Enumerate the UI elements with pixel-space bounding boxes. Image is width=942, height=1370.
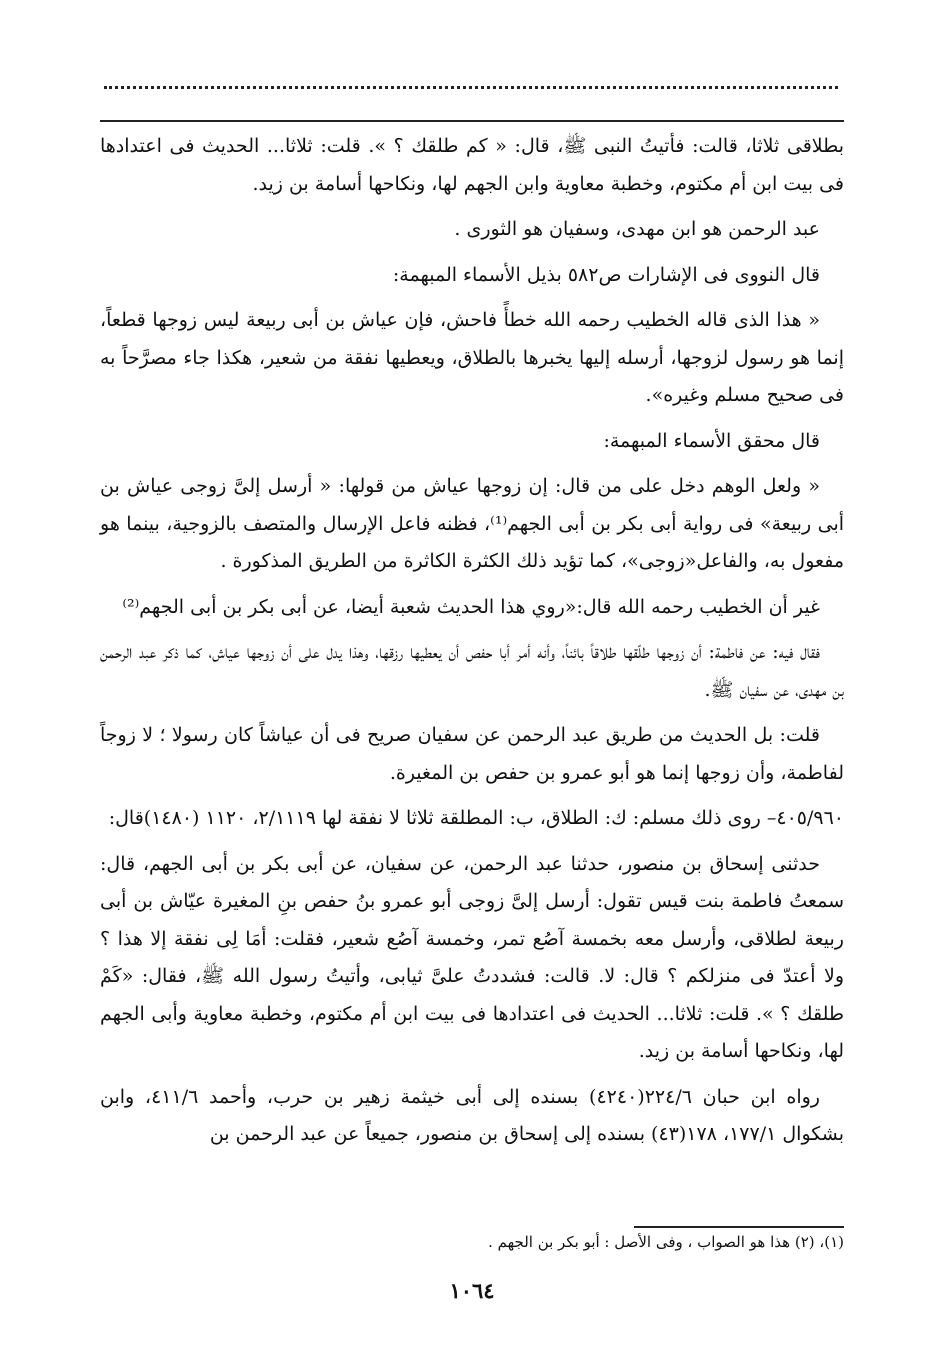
header-dotted-line bbox=[104, 86, 838, 95]
hadith-heading: ٤٠٥/٩٦٠– روى ذلك مسلم: ك: الطلاق، ب: المطلقة ثلاثا لا نفقة لها ٢/١١١٩، ١١٢٠ (١٤٨٠)قال: bbox=[108, 807, 844, 829]
page-number: ١٠٦٤ bbox=[449, 1278, 495, 1303]
footnote: (١)، (٢) هذا هو الصواب ، وفى الأصل : أبو بكر بن الجهم . bbox=[488, 1233, 844, 1251]
paragraph: بطلاقى ثلاثا، قالت: فأتيتُ النبى ﷺ، قال: « كم طلقك ؟ ». قلت: ثلاثا... الحديث فى اعتدادها فى بيت ابن أم مكتوم، وخطبة معاوية وابن الجهم لها، ونكاحها أسامة بن زيد. bbox=[100, 135, 844, 195]
paragraph: فقال فيه: عن فاطمة: أن زوجها طلّقها طلاقاً بائناً، وأنه أمر أبا حفص أن يعطيها رزقها، وهذا يدل على أن زوجها عياش، كما ذكر عبد الرحمن بن مهدى، عن سفيان ﷺ. bbox=[100, 641, 844, 701]
paragraph: رواه ابن حبان ٢٢٤/٦(٤٢٤٠) بسنده إلى أبى خيثمة زهير بن حرب، وأحمد ٤١١/٦، وابن بشكوال ١٧٧/١، ١٧٨(٤٣) بسنده إلى إسحاق بن منصور، جميعاً عن عبد الرحمن بن bbox=[100, 1085, 844, 1145]
paragraph: غير أن الخطيب رحمه الله قال:«روي هذا الحديث شعبة أيضا، عن أبى بكر بن أبى الجهم⁽²⁾ bbox=[122, 595, 820, 618]
footnote-rule bbox=[634, 1226, 844, 1228]
paragraph: عبد الرحمن هو ابن مهدى، وسفيان هو الثورى . bbox=[454, 218, 820, 240]
paragraph: حدثنى إسحاق بن منصور، حدثنا عبد الرحمن، عن سفيان، عن أبى بكر بن أبى الجهم، قال: سمعتُ فاطمة بنت قيس تقول: أرسل إلىَّ زوجى أبو عمرو بنُ حفص بنِ المغيرة عيّاش بن أبى ربيعة لطلاقى، وأرسل معه بخمسة آصُع تمر، وخمسة آصُع شعير، فقلت: أمَا لِى نفقة إلا هذا ؟ ولا أعتدّ فى منزلكم ؟ قال: لا. قالت: فشددتُ علىَّ ثيابى، وأتيتُ رسول الله ﷺ، فقال: «كَمْ طلقك ؟ ». قلت: ثلاثا... الحديث فى اعتدادها فى بيت ابن أم مكتوم، وخطبة معاوية وأبى الجهم لها، ونكاحها أسامة بن زيد. bbox=[100, 852, 844, 1062]
paragraph: قلت: بل الحديث من طريق عبد الرحمن عن سفيان صريح فى أن عياشاً كان رسولا ؛ لا زوجاً لفاطمة، وأن زوجها إنما هو أبو عمرو بن حفص بن المغيرة. bbox=[100, 724, 844, 784]
paragraph: « ولعل الوهم دخل على من قال: إن زوجها عياش من قولها: « أرسل إلىَّ زوجى عياش بن أبى ربيعة» فى رواية أبى بكر بن أبى الجهم⁽¹⁾، فظنه فاعل الإرسال والمتصف بالزوجية، بينما هو مفعول به، والفاعل«زوجى»، كما تؤيد ذلك الكثرة الكاثرة من الطريق المذكورة . bbox=[100, 475, 845, 572]
paragraph: قال النووى فى الإشارات ص٥٨٢ بذيل الأسماء المبهمة: bbox=[392, 263, 820, 286]
paragraph: « هذا الذى قاله الخطيب رحمه الله خطأً فاحش، فإن عياش بن أبى ربيعة ليس زوجها قطعاً، إنما هو رسول لزوجها، أرسله إليها يخبرها بالطلاق، ويعطيها نفقة من شعير، هكذا جاء مصرَّحاً به فى صحيح مسلم وغيره». bbox=[100, 309, 844, 406]
document-page bbox=[100, 0, 844, 1370]
header-rule bbox=[100, 120, 844, 122]
main-text bbox=[100, 128, 844, 1162]
paragraph: قال محقق الأسماء المبهمة: bbox=[603, 429, 820, 452]
